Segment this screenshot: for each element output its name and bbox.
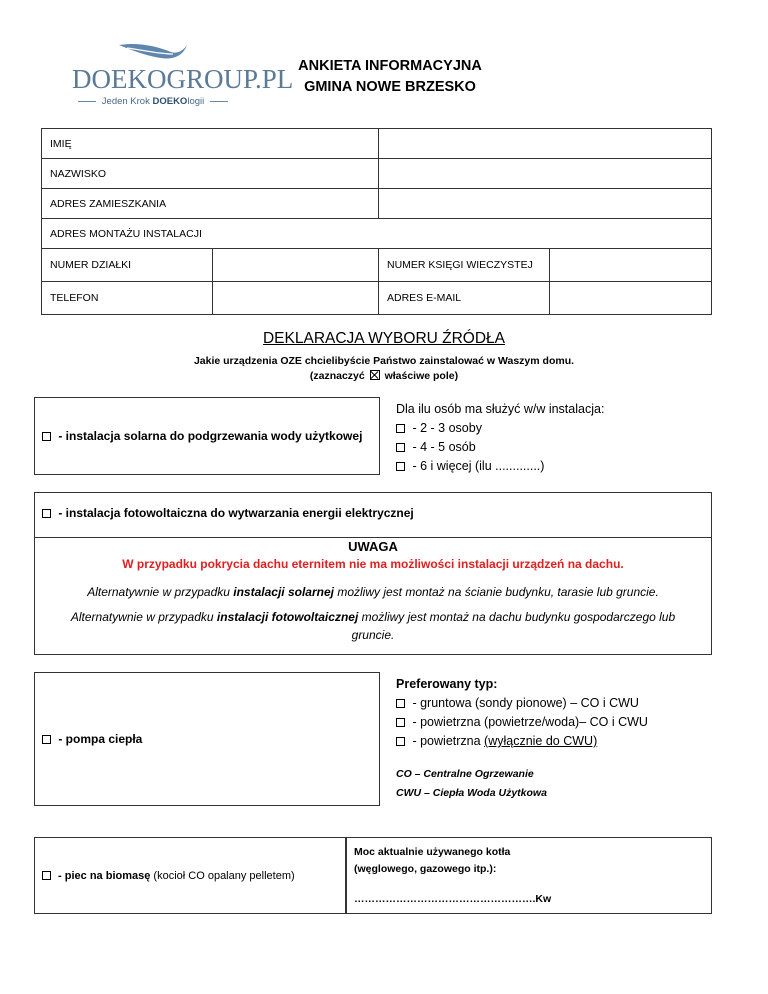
numer-dzialki-field[interactable] [213, 249, 379, 282]
checkbox-icon[interactable] [42, 871, 51, 880]
solar-opt-3[interactable]: - 6 i więcej (ilu .............) [396, 457, 604, 476]
checkbox-icon[interactable] [396, 462, 405, 471]
heatpump-opt-2[interactable]: - powietrzna (powietrze/woda)– CO i CWU [396, 713, 648, 732]
heatpump-type-list [396, 675, 648, 751]
declaration-question: Jakie urządzenia OZE chcielibyście Państwo zainstalować w Waszym domu. [193, 355, 575, 367]
telefon-field[interactable] [213, 282, 379, 315]
logo-tagline: Jeden Krok DOEKOlogii [78, 96, 228, 107]
warning-title: UWAGA [348, 539, 398, 554]
checkbox-icon[interactable] [42, 432, 51, 441]
checked-box-icon [370, 370, 380, 380]
solar-people-question: Dla ilu osób ma służyć w/w instalacja: [396, 402, 605, 416]
solar-opt-1[interactable]: - 2 - 3 osoby [396, 419, 604, 438]
heatpump-legend: CO – Centralne Ogrzewanie CWU – Ciepła Woda Użytkowa [396, 768, 547, 799]
heatpump-option-box [34, 672, 380, 806]
solar-opt-2[interactable]: - 4 - 5 osób [396, 438, 604, 457]
checkbox-icon[interactable] [396, 443, 405, 452]
checkbox-icon[interactable] [396, 737, 405, 746]
personal-data-table-2 [41, 248, 712, 315]
adres-zamieszkania-field[interactable] [379, 189, 712, 219]
nazwisko-field[interactable] [379, 159, 712, 189]
numer-ksiegi-field[interactable] [550, 249, 712, 282]
checkbox-icon[interactable] [396, 718, 405, 727]
telefon-label: TELEFON [42, 282, 213, 315]
boiler-power-field[interactable]: …………………………………………….Kw [354, 893, 552, 905]
nazwisko-label: NAZWISKO [42, 159, 379, 189]
email-field[interactable] [550, 282, 712, 315]
imie-label: IMIĘ [42, 129, 379, 159]
biomass-option[interactable]: - piec na biomasę (kocioł CO opalany pelletem) [42, 870, 295, 882]
pv-option[interactable]: - instalacja fotowoltaiczna do wytwarzania energii elektrycznej [42, 506, 414, 520]
email-label: ADRES E-MAIL [379, 282, 550, 315]
page-title: ANKIETA INFORMACYJNA GMINA NOWE BRZESKO [298, 58, 482, 95]
checkbox-icon[interactable] [42, 509, 51, 518]
numer-dzialki-label: NUMER DZIAŁKI [42, 249, 213, 282]
solar-people-list [396, 400, 604, 476]
numer-ksiegi-label: NUMER KSIĘGI WIECZYSTEJ [379, 249, 550, 282]
solar-option[interactable]: - instalacja solarna do podgrzewania wody użytkowej [42, 429, 362, 443]
checkbox-icon[interactable] [396, 699, 405, 708]
heatpump-opt-1[interactable]: - gruntowa (sondy pionowe) – CO i CWU [396, 694, 648, 713]
logo-name: DOEKOGROUP.PL [72, 64, 294, 94]
declaration-title: DEKLARACJA WYBORU ŹRÓDŁA [262, 330, 506, 347]
heatpump-option[interactable]: - pompa ciepła [42, 732, 142, 746]
adres-zamieszkania-label: ADRES ZAMIESZKANIA [42, 189, 379, 219]
adres-montazu-field[interactable] [41, 218, 712, 249]
heatpump-pref-label: Preferowany typ: [396, 677, 498, 691]
boiler-power-box [346, 837, 712, 914]
solar-option-box [34, 397, 380, 475]
checkbox-icon[interactable] [42, 735, 51, 744]
biomass-option-box [34, 837, 346, 914]
adres-montazu-label: ADRES MONTAŻU INSTALACJI [50, 228, 202, 240]
declaration-hint: (zaznaczyć właściwe pole) [309, 370, 459, 382]
pv-warning-box [34, 492, 712, 655]
checkbox-icon[interactable] [396, 424, 405, 433]
heatpump-opt-3[interactable]: - powietrzna (wyłącznie do CWU) [396, 732, 648, 751]
imie-field[interactable] [379, 129, 712, 159]
personal-data-table [41, 128, 712, 219]
warning-red-text: W przypadku pokrycia dachu eternitem nie ma możliwości instalacji urządzeń na dachu. [122, 557, 624, 571]
boiler-power-question: Moc aktualnie używanego kotła (węglowego, gazowego itp.): [354, 846, 511, 875]
warning-alt-pv: Alternatywnie w przypadku instalacji fotowoltaicznej możliwy jest montaż na dachu budynku gospodarczego lub gruncie. [70, 610, 676, 642]
logo-wave-icon [117, 42, 189, 62]
warning-alt-solar: Alternatywnie w przypadku instalacji solarnej możliwy jest montaż na ścianie budynku, tarasie lub gruncie. [87, 585, 659, 599]
